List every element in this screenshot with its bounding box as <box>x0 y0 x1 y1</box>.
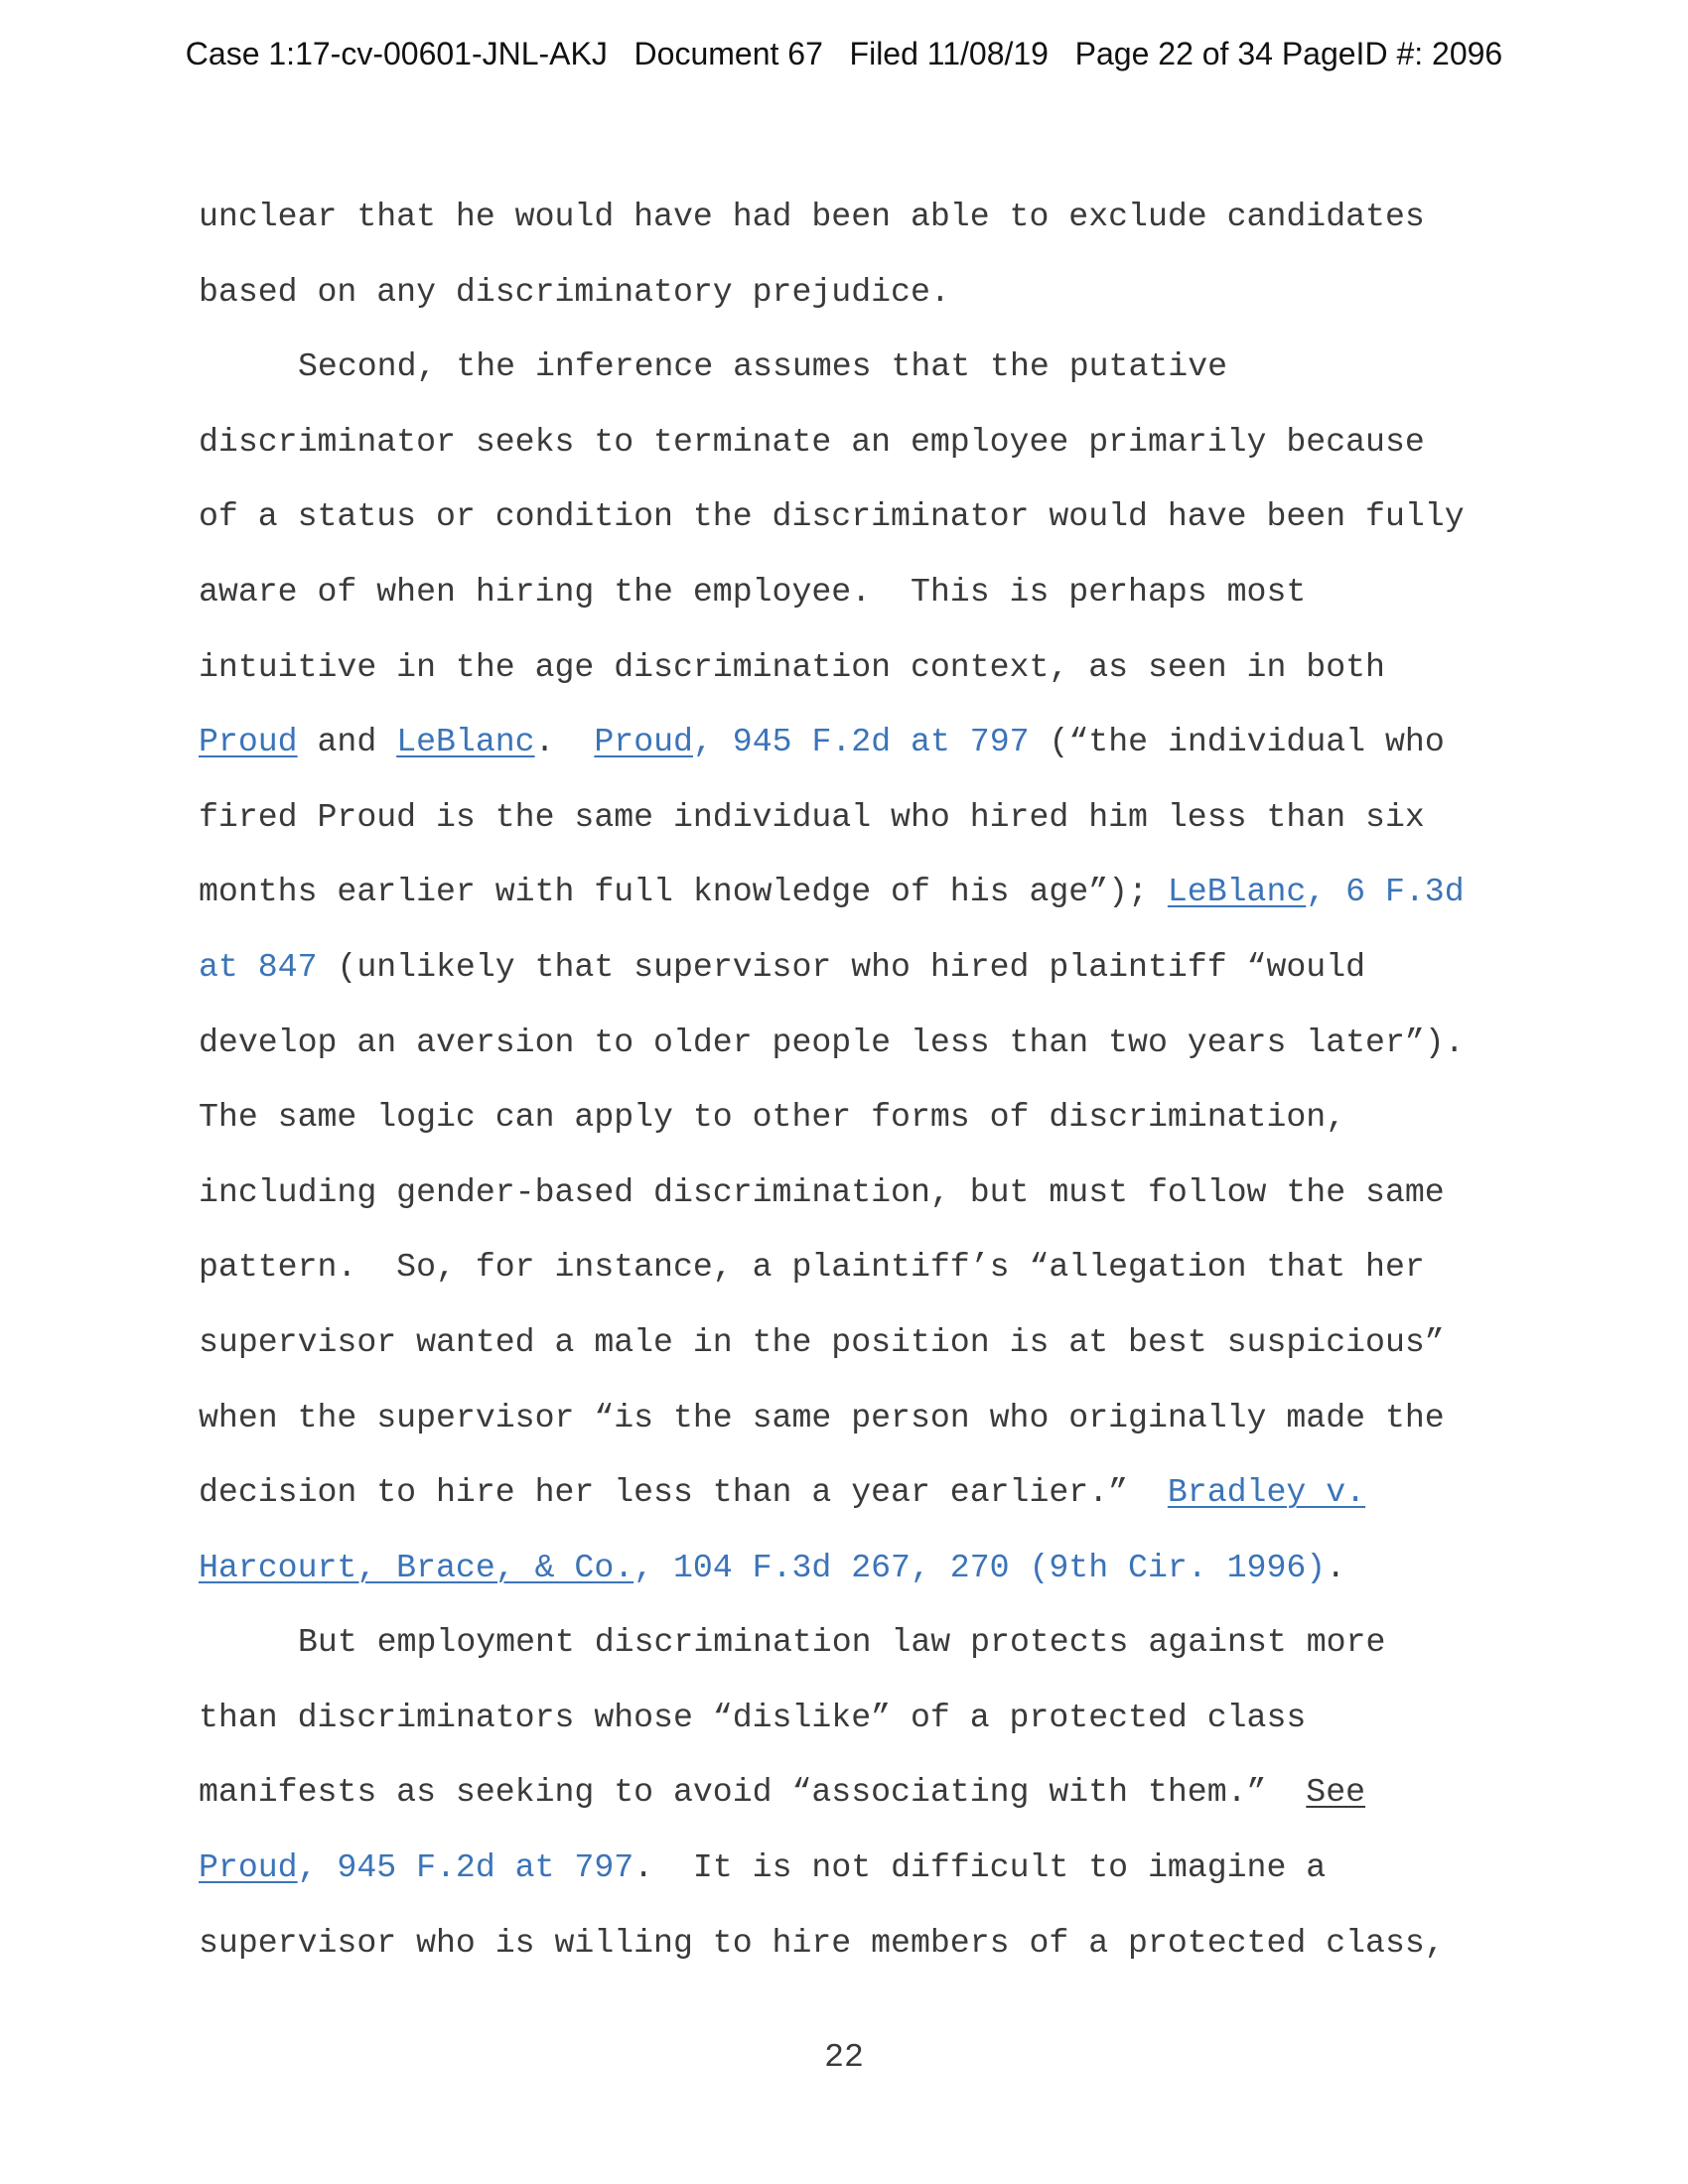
text-line <box>199 1017 1489 1092</box>
body-text-run: (“the individual who <box>1029 723 1445 761</box>
body-text-run: manifests as seeking to avoid “associating with them.” <box>199 1773 1307 1812</box>
text-line <box>199 1542 1489 1617</box>
text-line <box>199 1842 1489 1917</box>
body-text-run: based on any discriminatory prejudice. <box>199 272 950 311</box>
body-text-run: . <box>1326 1548 1346 1586</box>
case-citation-link[interactable]: LeBlanc <box>1167 873 1307 911</box>
signal-see: See <box>1306 1773 1366 1812</box>
text-line <box>199 791 1489 867</box>
opinion-body <box>199 191 1489 1991</box>
text-line <box>199 1091 1489 1166</box>
body-text-run: unclear that he would have had been able to exclude candidates <box>199 198 1425 235</box>
case-header: Case 1:17-cv-00601-JNL-AKJ Document 67 Filed 11/08/19 Page 22 of 34 PageID #: 2096 <box>185 36 1503 71</box>
text-line <box>199 866 1489 941</box>
text-line <box>199 1766 1489 1842</box>
body-text-run: (unlikely that supervisor who hired plaintiff “would <box>317 947 1366 986</box>
body-text-run: The same logic can apply to other forms of discrimination, <box>199 1098 1346 1137</box>
text-line <box>199 266 1489 341</box>
text-line <box>199 641 1489 717</box>
citation-text[interactable]: , 945 F.2d at 797 <box>692 723 1030 761</box>
body-text-run: months earlier with full knowledge of his age”); <box>199 873 1168 911</box>
body-text-run: supervisor who is willing to hire members of a protected class, <box>199 1923 1445 1962</box>
case-citation-link[interactable]: Proud <box>594 723 693 761</box>
text-line <box>199 941 1489 1017</box>
text-line <box>199 1616 1489 1692</box>
body-text-run: supervisor wanted a male in the position is at best suspicious” <box>199 1322 1445 1361</box>
case-citation-link[interactable]: Harcourt, Brace, & Co. <box>199 1548 634 1586</box>
case-citation-link[interactable]: Proud <box>199 1848 298 1887</box>
body-text-run: Second, the inference assumes that the putative <box>298 347 1228 386</box>
body-text-run: . <box>534 723 595 761</box>
body-text-run: when the supervisor “is the same person who originally made the <box>199 1398 1445 1436</box>
body-text-run: . It is not difficult to imagine a <box>633 1848 1327 1887</box>
citation-text[interactable]: at 847 <box>199 947 318 986</box>
text-line <box>199 1316 1489 1392</box>
text-line <box>199 490 1489 566</box>
text-line <box>199 341 1489 416</box>
text-line <box>199 566 1489 641</box>
citation-text[interactable]: , 6 F.3d <box>1306 873 1465 911</box>
text-line <box>199 1466 1489 1542</box>
text-line <box>199 1392 1489 1467</box>
body-text-run: of a status or condition the discriminator would have been fully <box>199 497 1465 536</box>
text-line <box>199 1241 1489 1316</box>
citation-text[interactable]: , 104 F.3d 267, 270 (9th Cir. 1996) <box>633 1548 1327 1586</box>
case-citation-link[interactable]: Bradley v. <box>1167 1473 1366 1512</box>
body-text-run: aware of when hiring the employee. This is perhaps most <box>199 572 1307 611</box>
text-line <box>199 191 1489 266</box>
page-number: 22 <box>824 2038 864 2076</box>
case-citation-link[interactable]: Proud <box>199 723 298 761</box>
body-text-run: pattern. So, for instance, a plaintiff’s “allegation that her <box>199 1248 1425 1287</box>
body-text-run: fired Proud is the same individual who hired him less than six <box>199 797 1425 836</box>
body-text-run: and <box>297 723 397 761</box>
text-line <box>199 1166 1489 1242</box>
case-citation-link[interactable]: LeBlanc <box>396 723 535 761</box>
body-text-run: discriminator seeks to terminate an employee primarily because <box>199 422 1425 461</box>
body-text-run: including gender-based discrimination, but must follow the same <box>199 1172 1445 1211</box>
citation-text[interactable]: , 945 F.2d at 797 <box>297 1848 634 1887</box>
body-text-run: decision to hire her less than a year earlier.” <box>199 1473 1168 1512</box>
body-text-run: than discriminators whose “dislike” of a protected class <box>199 1698 1307 1736</box>
text-line <box>199 716 1489 791</box>
text-line <box>199 1917 1489 1992</box>
body-text-run: But employment discrimination law protects against more <box>298 1623 1386 1662</box>
text-line <box>199 416 1489 491</box>
body-text-run: develop an aversion to older people less than two years later”). <box>199 1023 1465 1061</box>
body-text-run: intuitive in the age discrimination context, as seen in both <box>199 647 1385 686</box>
text-line <box>199 1692 1489 1767</box>
